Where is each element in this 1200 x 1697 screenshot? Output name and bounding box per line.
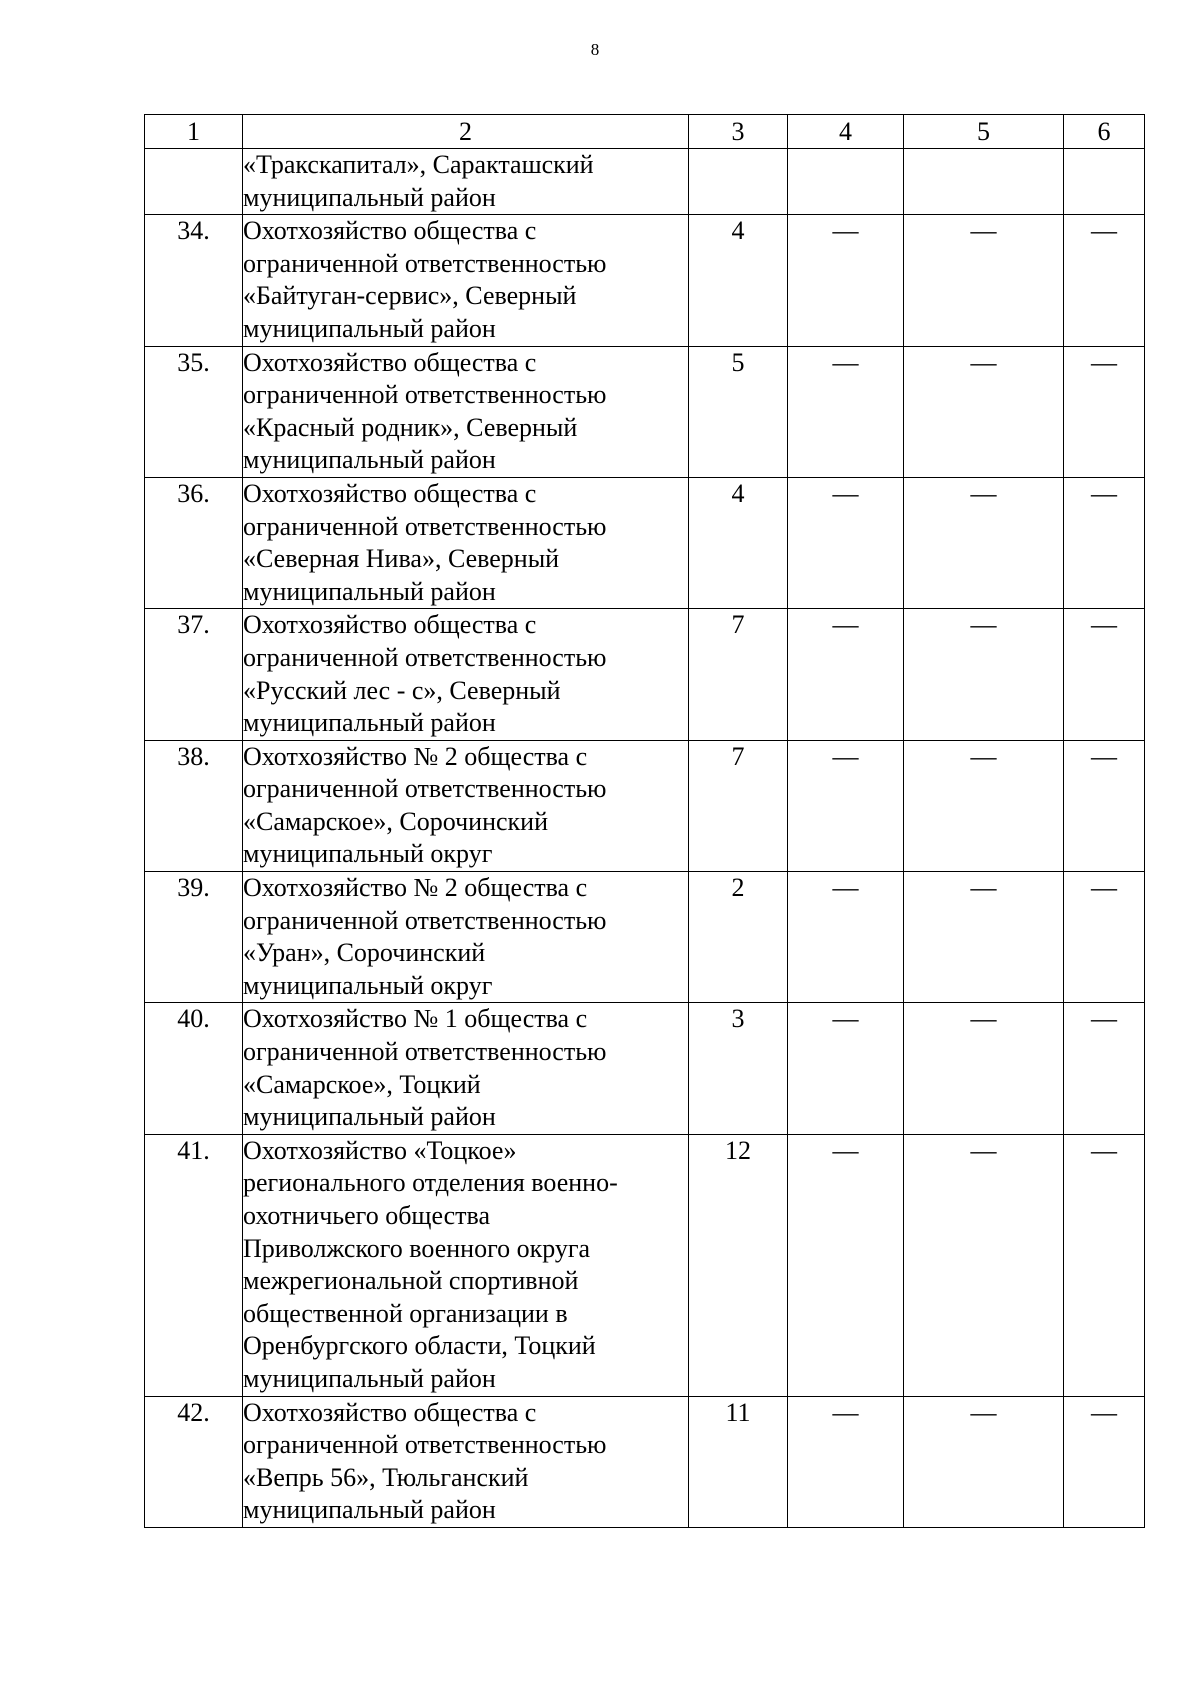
name-line: Приволжского военного округа [243, 1233, 591, 1263]
column-5-value: — [904, 1134, 1064, 1396]
column-5-value: — [904, 346, 1064, 477]
hunting-ground-name [243, 609, 689, 740]
name-line: регионального отделения военно- [243, 1168, 618, 1198]
column-number: 4 [788, 115, 904, 149]
row-number: 40. [145, 1003, 243, 1134]
name-line: ограниченной ответственностью [243, 774, 607, 804]
hunting-grounds-table [144, 114, 1145, 1528]
name-line: ограниченной ответственностью [243, 511, 607, 541]
row-number: 39. [145, 872, 243, 1003]
column-4-value: — [788, 1396, 904, 1527]
name-line: «Русский лес - с», Северный [243, 675, 561, 705]
column-number: 2 [243, 115, 689, 149]
column-4-value: — [788, 1003, 904, 1134]
table-row [145, 1003, 1145, 1134]
name-line: общественной организации в [243, 1298, 568, 1328]
name-line: ограниченной ответственностью [243, 1430, 607, 1460]
row-number: 41. [145, 1134, 243, 1396]
column-6-value: — [1064, 477, 1145, 608]
column-4-value: — [788, 609, 904, 740]
name-line: ограниченной ответственностью [243, 1037, 607, 1067]
column-number: 3 [689, 115, 788, 149]
column-6-value: — [1064, 1003, 1145, 1134]
table-row [145, 215, 1145, 346]
column-5-value [904, 149, 1064, 215]
name-line: ограниченной ответственностью [243, 642, 607, 672]
row-number: 42. [145, 1396, 243, 1527]
table-row [145, 477, 1145, 608]
name-line: муниципальный район [243, 445, 496, 475]
name-line: Охотхозяйство общества с [243, 347, 537, 377]
name-line: Оренбургского области, Тоцкий [243, 1331, 596, 1361]
hunting-ground-name [243, 1003, 689, 1134]
row-number: 34. [145, 215, 243, 346]
column-number: 6 [1064, 115, 1145, 149]
name-line: ограниченной ответственностью [243, 380, 607, 410]
name-line: муниципальный район [243, 1495, 496, 1525]
column-5-value: — [904, 1396, 1064, 1527]
column-5-value: — [904, 872, 1064, 1003]
name-line: «Северная Нива», Северный [243, 544, 560, 574]
table-row [145, 609, 1145, 740]
column-3-value: 12 [689, 1134, 788, 1396]
name-line: муниципальный район [243, 1102, 496, 1132]
column-4-value: — [788, 1134, 904, 1396]
name-line: муниципальный район [243, 1363, 496, 1393]
hunting-ground-name [243, 872, 689, 1003]
row-number: 36. [145, 477, 243, 608]
name-line: межрегиональной спортивной [243, 1266, 579, 1296]
column-4-value: — [788, 740, 904, 871]
hunting-ground-name [243, 215, 689, 346]
column-5-value: — [904, 1003, 1064, 1134]
name-line: муниципальный район [243, 708, 496, 738]
column-6-value: — [1064, 215, 1145, 346]
row-number [145, 149, 243, 215]
column-3-value: 5 [689, 346, 788, 477]
hunting-ground-name [243, 1134, 689, 1396]
column-3-value: 11 [689, 1396, 788, 1527]
table-row [145, 740, 1145, 871]
column-number: 1 [145, 115, 243, 149]
name-line: «Вепрь 56», Тюльганский [243, 1462, 529, 1492]
hunting-ground-name [243, 1396, 689, 1527]
column-6-value: — [1064, 872, 1145, 1003]
table-row [145, 872, 1145, 1003]
column-4-value: — [788, 477, 904, 608]
column-5-value: — [904, 609, 1064, 740]
column-5-value: — [904, 740, 1064, 871]
column-3-value: 4 [689, 215, 788, 346]
column-3-value: 7 [689, 740, 788, 871]
name-line: Охотхозяйство общества с [243, 610, 537, 640]
name-line: Охотхозяйство общества с [243, 1397, 537, 1427]
row-number: 38. [145, 740, 243, 871]
table-row [145, 346, 1145, 477]
name-line: «Самарское», Сорочинский [243, 806, 548, 836]
table-row [145, 1134, 1145, 1396]
column-4-value: — [788, 215, 904, 346]
column-5-value: — [904, 477, 1064, 608]
name-line: ограниченной ответственностью [243, 905, 607, 935]
column-6-value: — [1064, 609, 1145, 740]
column-3-value: 2 [689, 872, 788, 1003]
column-6-value: — [1064, 740, 1145, 871]
hunting-ground-name [243, 477, 689, 608]
column-6-value: — [1064, 346, 1145, 477]
name-line: охотничьего общества [243, 1201, 491, 1230]
name-line: «Байтуган-сервис», Северный [243, 281, 577, 311]
name-line: «Самарское», Тоцкий [243, 1069, 481, 1099]
column-3-value [689, 149, 788, 215]
column-4-value: — [788, 346, 904, 477]
column-3-value: 7 [689, 609, 788, 740]
column-3-value: 3 [689, 1003, 788, 1134]
name-line: «Тракскапитал», Саракташский [243, 150, 594, 179]
name-line: Охотхозяйство № 2 общества с [243, 873, 588, 903]
row-number: 35. [145, 346, 243, 477]
name-line: Охотхозяйство «Тоцкое» [243, 1135, 517, 1165]
column-number: 5 [904, 115, 1064, 149]
table-row [145, 1396, 1145, 1527]
column-6-value: — [1064, 1134, 1145, 1396]
name-line: муниципальный район [243, 576, 496, 606]
name-line: Охотхозяйство общества с [243, 478, 537, 508]
name-line: «Уран», Сорочинский [243, 938, 486, 968]
name-line: муниципальный район [243, 313, 496, 343]
column-6-value: — [1064, 1396, 1145, 1527]
column-3-value: 4 [689, 477, 788, 608]
hunting-ground-name [243, 740, 689, 871]
row-number: 37. [145, 609, 243, 740]
hunting-ground-name [243, 149, 689, 215]
name-line: муниципальный округ [243, 839, 493, 869]
column-6-value [1064, 149, 1145, 215]
column-number-row [145, 115, 1145, 149]
column-4-value [788, 149, 904, 215]
table-row [145, 149, 1145, 215]
name-line: Охотхозяйство № 1 общества с [243, 1004, 588, 1034]
name-line: муниципальный район [243, 182, 496, 212]
name-line: «Красный родник», Северный [243, 412, 578, 442]
page-number: 8 [590, 40, 600, 59]
column-4-value: — [788, 872, 904, 1003]
name-line: муниципальный округ [243, 970, 493, 1000]
column-5-value: — [904, 215, 1064, 346]
hunting-ground-name [243, 346, 689, 477]
name-line: ограниченной ответственностью [243, 248, 607, 278]
name-line: Охотхозяйство общества с [243, 216, 537, 246]
name-line: Охотхозяйство № 2 общества с [243, 741, 588, 771]
